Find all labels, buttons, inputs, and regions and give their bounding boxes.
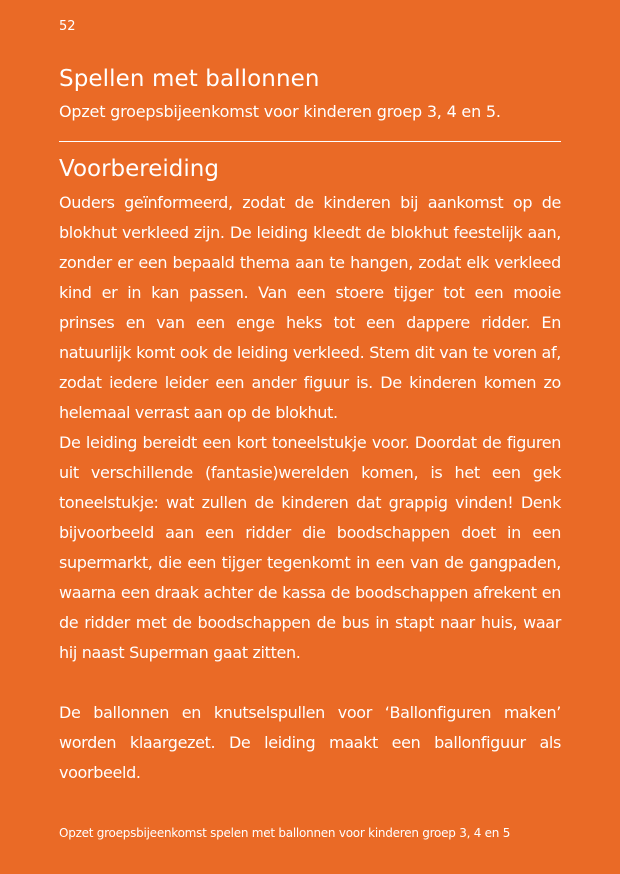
paragraph: De leiding bereidt een kort toneelstukje voor. Doordat de figuren uit verschillende (fantasie)werelden komen, is het een gek toneelstukje: wat zullen de kinderen dat grappig vinden! Denk bijvoorbeeld aan een ridder die boodschappen doet in een supermarkt, die een tijger tegenkomt in een van de gangpaden, waarna een draak achter de kassa de boodschappen afrekent en de ridder met de boodschappen de bus in stapt naar huis, waar hij naast Superman gaat zitten. (59, 433, 561, 662)
page-title: Spellen met ballonnen (59, 66, 320, 92)
paragraph: Ouders geïnformeerd, zodat de kinderen bij aankomst op de blokhut verkleed zijn. De leiding kleedt de blokhut feestelijk aan, zonder er een bepaald thema aan te hangen, zodat elk verkleed kind er in kan passen. Van een stoere tijger tot een mooie prinses en van een enge heks tot een dappere ridder. En natuurlijk komt ook de leiding verkleed. Stem dit van te voren af, zodat iedere leider een ander figuur is. De kinderen komen zo helemaal verrast aan op de blokhut. (59, 193, 561, 422)
horizontal-divider (59, 141, 561, 142)
body-text (59, 188, 561, 788)
page-number: 52 (59, 19, 76, 34)
page-subtitle: Opzet groepsbijeenkomst voor kinderen groep 3, 4 en 5. (59, 102, 501, 121)
paragraph: De ballonnen en knutselspullen voor ‘Ballonfiguren maken’ worden klaargezet. De leiding maakt een ballonfiguur als voorbeeld. (59, 703, 561, 782)
section-heading: Voorbereiding (59, 156, 219, 182)
page-footer: Opzet groepsbijeenkomst spelen met ballonnen voor kinderen groep 3, 4 en 5 (59, 826, 511, 840)
